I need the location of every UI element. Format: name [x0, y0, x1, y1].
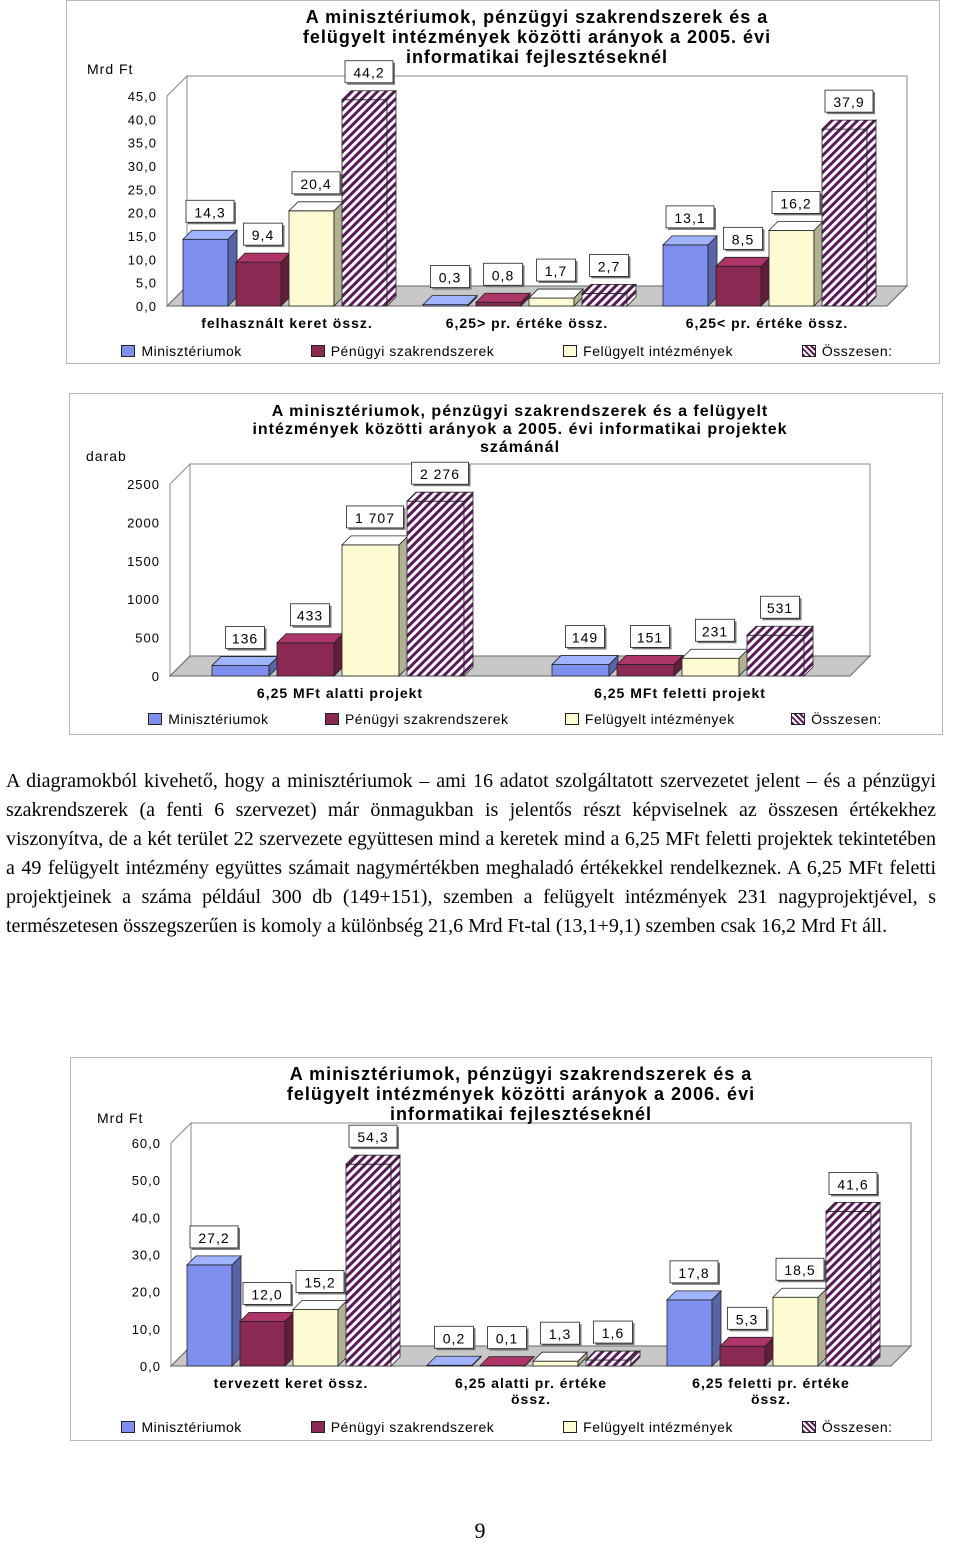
data-label: [724, 227, 765, 251]
bar: [236, 253, 290, 306]
data-label: [412, 462, 471, 486]
data-label: [349, 1125, 399, 1149]
bar: [720, 1337, 774, 1366]
x-tick-label: 6,25> pr. értéke össz.: [445, 315, 609, 331]
bar-top: [289, 202, 343, 211]
bar: [826, 1202, 880, 1366]
legend-swatch: [311, 345, 325, 357]
y-tick-label: 20,0: [131, 1284, 161, 1300]
legend-item-osszesen: [791, 711, 882, 727]
x-tick-label: 6,25< pr. értéke össz.: [685, 315, 849, 331]
y-tick-label: 10,0: [131, 1321, 161, 1337]
x-tick-label: tervezett keret össz.: [213, 1375, 369, 1391]
data-label: [728, 1307, 769, 1331]
bar: [346, 1155, 400, 1366]
x-tick-label: össz.: [510, 1391, 552, 1407]
legend: [120, 710, 910, 728]
y-tick-label: 10,0: [127, 252, 157, 268]
data-label-text: 8,5: [731, 231, 755, 248]
data-label: [631, 625, 672, 649]
data-label-text: 136: [231, 630, 259, 647]
y-axis-unit: darab: [86, 448, 127, 464]
y-tick-label: 1000: [127, 592, 160, 608]
legend-item-penzugyi: [325, 711, 509, 727]
bar-front: [183, 239, 228, 306]
bar: [582, 284, 636, 306]
bar-front: [552, 665, 609, 676]
bar: [682, 649, 748, 676]
bar-front: [277, 643, 334, 676]
y-tick-label: 0,0: [135, 299, 157, 314]
data-label: [696, 619, 737, 643]
data-label: [243, 1282, 293, 1306]
data-label: [566, 626, 607, 650]
bar-top: [769, 221, 823, 230]
data-label: [776, 1258, 826, 1282]
data-label: [590, 254, 631, 278]
bar-top: [423, 296, 477, 305]
legend-label: Minisztériumok: [141, 343, 242, 359]
bar-top: [716, 257, 770, 266]
bar: [277, 634, 343, 676]
data-label-text: 1,6: [601, 1325, 625, 1342]
bar-side: [391, 1155, 400, 1366]
data-label-text: 531: [766, 600, 794, 617]
bar-top: [342, 91, 396, 100]
data-label: [829, 1172, 879, 1196]
data-label-text: 14,3: [194, 204, 226, 221]
bar: [617, 655, 683, 676]
data-label-text: 9,4: [251, 227, 275, 244]
legend-item-penzugyi: [311, 1419, 495, 1435]
x-tick-label: 6,25 alatti pr. értéke: [455, 1375, 607, 1391]
bar-top: [183, 230, 237, 239]
legend-label: Összesen:: [821, 1419, 893, 1435]
legend-swatch: [121, 1421, 135, 1433]
legend-label: Pénügyi szakrendszerek: [344, 711, 509, 727]
y-tick-label: 30,0: [127, 159, 157, 174]
x-tick-label: 6,25 feletti pr. értéke: [692, 1375, 850, 1391]
bar-front: [342, 100, 387, 306]
bar-front: [240, 1321, 285, 1366]
bar-side: [387, 91, 396, 306]
bar-front: [720, 1346, 765, 1366]
bar: [769, 221, 823, 306]
legend-item-osszesen: [802, 343, 893, 359]
y-tick-label: 1500: [127, 553, 160, 569]
y-tick-label: 15,0: [127, 229, 157, 244]
chart-2005-fejlesztes: [66, 0, 940, 364]
data-label-text: 231: [701, 623, 729, 640]
data-label-text: 1,7: [544, 263, 568, 280]
bar-front: [342, 545, 399, 676]
legend-label: Felügyelt intézmények: [583, 343, 733, 359]
bar-top: [236, 253, 290, 262]
bar-top: [773, 1288, 827, 1297]
legend-item-ministeriumok: [121, 1419, 241, 1435]
y-tick-label: 0,0: [139, 1359, 161, 1374]
legend-item-felugyelt: [563, 1419, 733, 1435]
bar-top: [822, 120, 876, 129]
data-label: [537, 259, 578, 283]
bar: [663, 236, 717, 306]
bar-top: [187, 1256, 241, 1265]
y-tick-label: 40,0: [127, 112, 157, 128]
y-tick-label: 30,0: [131, 1247, 161, 1263]
bar-top: [533, 1352, 587, 1361]
bar-front: [663, 245, 708, 306]
legend-item-felugyelt: [563, 343, 733, 359]
x-tick-label: 6,25 MFt alatti projekt: [256, 685, 424, 701]
bar: [667, 1291, 721, 1366]
data-label-text: 17,8: [678, 1264, 710, 1281]
y-tick-label: 2000: [127, 515, 160, 531]
data-label-text: 1 707: [354, 509, 396, 526]
data-label-text: 20,4: [300, 175, 332, 192]
data-label-text: 54,3: [357, 1129, 389, 1146]
legend-swatch: [802, 345, 816, 357]
y-tick-label: 50,0: [131, 1173, 161, 1189]
data-label-text: 12,0: [251, 1286, 283, 1303]
data-label-text: 0,2: [442, 1330, 466, 1347]
data-label: [484, 263, 525, 287]
data-label: [772, 191, 822, 215]
data-label-text: 44,2: [353, 64, 385, 81]
bar-top: [663, 236, 717, 245]
x-tick-label: össz.: [750, 1391, 792, 1407]
bar-side: [464, 492, 473, 676]
bar: [427, 1356, 481, 1366]
legend-swatch: [563, 345, 577, 357]
y-tick-label: 20,0: [127, 205, 157, 221]
side-wall: [170, 464, 190, 676]
legend-label: Felügyelt intézmények: [583, 1419, 733, 1435]
bar-front: [716, 266, 761, 306]
y-tick-label: 35,0: [127, 135, 157, 151]
y-tick-label: 60,0: [131, 1136, 161, 1151]
data-label-text: 0,1: [495, 1330, 519, 1347]
legend-swatch: [311, 1421, 325, 1433]
bar-top: [720, 1337, 774, 1346]
data-label-text: 37,9: [833, 94, 865, 111]
legend: [87, 342, 927, 360]
bar-front: [187, 1265, 232, 1366]
data-label-text: 5,3: [735, 1311, 759, 1328]
bar: [289, 202, 343, 306]
bar-top: [277, 634, 343, 643]
bar-front: [822, 129, 867, 306]
legend-label: Összesen:: [821, 343, 893, 359]
bar-front: [289, 211, 334, 306]
legend-label: Felügyelt intézmények: [584, 711, 735, 727]
data-label: [292, 172, 342, 196]
data-label-text: 149: [571, 629, 599, 646]
y-axis-unit: Mrd Ft: [97, 1110, 144, 1126]
bar-front: [586, 1360, 631, 1366]
bar: [407, 492, 473, 676]
bar-front: [476, 302, 521, 306]
legend-swatch: [121, 345, 135, 357]
bar-front: [236, 262, 281, 306]
bar: [183, 230, 237, 306]
chart-title: A minisztériumok, pénzügyi szakrendszerek és a felügyelt intézmények közötti arányok a 2005. évi informatikai fejlesztéseknél: [302, 7, 772, 67]
legend-item-osszesen: [802, 1419, 893, 1435]
bar: [342, 536, 408, 676]
chart-title: A minisztériumok, pénzügyi szakrendszerek és a felügyelt intézmények közötti arányok a 2006. évi informatikai fejlesztéseknél: [286, 1064, 756, 1124]
data-label: [431, 266, 472, 290]
legend-swatch: [791, 713, 805, 725]
bar-front: [769, 230, 814, 306]
data-label: [291, 604, 332, 628]
bar: [529, 289, 583, 306]
bar-top: [586, 1351, 640, 1360]
bar: [480, 1357, 534, 1366]
y-tick-label: 500: [135, 630, 160, 646]
y-tick-label: 2500: [127, 477, 160, 492]
bar-top: [342, 536, 408, 545]
bar-front: [682, 658, 739, 676]
legend-swatch: [802, 1421, 816, 1433]
data-label: [670, 1261, 720, 1285]
data-label: [541, 1322, 582, 1346]
bar: [240, 1312, 294, 1366]
bar-top: [826, 1202, 880, 1211]
y-tick-label: 0: [151, 669, 160, 684]
data-label: [488, 1327, 529, 1351]
x-tick-label: felhasznált keret össz.: [201, 315, 373, 331]
data-label-text: 41,6: [837, 1176, 869, 1193]
bar-front: [346, 1164, 391, 1366]
bar-top: [480, 1357, 534, 1366]
data-label-text: 1,3: [548, 1326, 572, 1343]
legend-item-felugyelt: [565, 711, 735, 727]
chart-2006-fejlesztes: [70, 1057, 932, 1441]
data-label-text: 433: [296, 607, 324, 624]
bar-top: [293, 1301, 347, 1310]
data-label: [190, 1226, 240, 1250]
legend-item-penzugyi: [311, 343, 495, 359]
bar: [747, 626, 813, 676]
bar-top: [682, 649, 748, 658]
data-label: [296, 1271, 346, 1295]
bar-side: [867, 120, 876, 306]
data-label: [825, 90, 875, 114]
bar-front: [582, 293, 627, 306]
legend-swatch: [565, 713, 579, 725]
bar-top: [407, 492, 473, 501]
data-label: [594, 1321, 635, 1345]
bar-top: [667, 1291, 721, 1300]
data-label: [666, 206, 716, 230]
y-axis-unit: Mrd Ft: [87, 61, 134, 77]
data-label-text: 13,1: [674, 209, 706, 226]
legend-label: Pénügyi szakrendszerek: [330, 1419, 495, 1435]
data-label: [226, 627, 267, 651]
bar-top: [747, 626, 813, 635]
bar-top: [346, 1155, 400, 1164]
bar-front: [533, 1361, 578, 1366]
legend-swatch: [325, 713, 339, 725]
bar-top: [427, 1356, 481, 1365]
legend-item-ministeriumok: [121, 343, 241, 359]
chart-2005-projektek: [69, 393, 943, 735]
y-tick-label: 45,0: [127, 89, 157, 104]
bar: [716, 257, 770, 306]
data-label-text: 16,2: [780, 195, 812, 212]
data-label-text: 151: [636, 629, 664, 646]
y-tick-label: 5,0: [135, 275, 157, 291]
bar: [293, 1301, 347, 1366]
bar-top: [617, 655, 683, 664]
bar: [552, 656, 618, 676]
data-label-text: 18,5: [784, 1262, 816, 1279]
bar: [822, 120, 876, 306]
bar: [773, 1288, 827, 1366]
data-label-text: 15,2: [304, 1274, 336, 1291]
bar-top: [240, 1312, 294, 1321]
data-label-text: 0,8: [491, 267, 515, 284]
data-label-text: 2 276: [419, 466, 461, 483]
bar-top: [476, 293, 530, 302]
y-tick-label: 25,0: [127, 182, 157, 198]
data-label: [347, 506, 406, 530]
data-label-text: 27,2: [198, 1229, 230, 1246]
bar: [423, 296, 477, 306]
x-tick-label: 6,25 MFt feletti projekt: [594, 685, 766, 701]
legend-swatch: [148, 713, 162, 725]
bar-top: [552, 656, 618, 665]
bar-top: [582, 284, 636, 293]
legend-label: Minisztériumok: [168, 711, 269, 727]
body-paragraph: A diagramokból kivehető, hogy a minisztériumok – ami 16 adatot szolgáltatott szervezetet jelent – és a pénzügyi szakrendszerek (a fenti 6 szervezet) már önmagukban is jelentős részt képviselnek az összesen értékekhez viszonyítva, de a két terület 22 szervezete együttesen mind a keretek mind a 6,25 MFt feletti projektek tekintetében a 49 felügyelt intézmény együttes számait nagymértékben meghaladó értékekkel rendelkeznek. A 6,25 MFt feletti projektjeinek a száma például 300 db (149+151), szemben a felügyelt intézmények 231 nagyprojektjével, s természetesen összegszerűen is komoly a különbség 21,6 Mrd Ft-tal (13,1+9,1) szemben csak 16,2 Mrd Ft áll.: [6, 770, 936, 937]
data-label: [186, 200, 236, 224]
bar: [533, 1352, 587, 1366]
bar: [342, 91, 396, 306]
legend-item-ministeriumok: [148, 711, 268, 727]
data-label: [244, 223, 285, 247]
bar-top: [212, 657, 278, 666]
bar: [476, 293, 530, 306]
data-label-text: 2,7: [597, 258, 621, 275]
bar-front: [617, 664, 674, 676]
bar-front: [747, 635, 804, 676]
legend-label: Összesen:: [811, 711, 882, 727]
legend-label: Minisztériumok: [141, 1419, 242, 1435]
bar-front: [773, 1297, 818, 1366]
bar-front: [293, 1310, 338, 1366]
bar: [586, 1351, 640, 1366]
y-tick-label: 40,0: [131, 1210, 161, 1226]
data-label: [435, 1326, 476, 1350]
bar-top: [529, 289, 583, 298]
data-label: [761, 596, 802, 620]
data-label-text: 0,3: [438, 269, 462, 286]
bar-front: [407, 501, 464, 676]
bar: [187, 1256, 241, 1366]
bar-front: [826, 1211, 871, 1366]
bar-front: [529, 298, 574, 306]
legend-label: Pénügyi szakrendszerek: [330, 343, 495, 359]
bar-front: [667, 1300, 712, 1366]
legend-swatch: [563, 1421, 577, 1433]
legend: [87, 1418, 927, 1436]
bar-front: [212, 666, 269, 676]
chart-title: A minisztériumok, pénzügyi szakrendszerek és a felügyelt intézmények közötti arányok a 2005. évi informatikai projektek számánál: [252, 403, 788, 456]
page-number: 9: [474, 1518, 486, 1543]
bar-side: [871, 1202, 880, 1366]
bar: [212, 657, 278, 676]
